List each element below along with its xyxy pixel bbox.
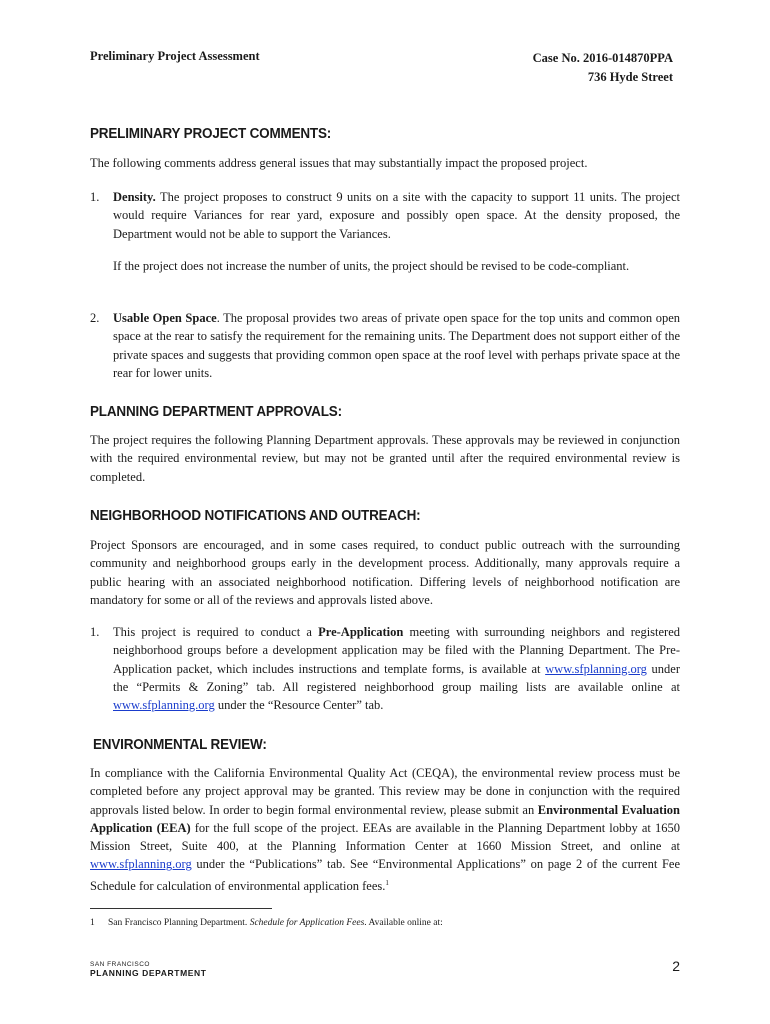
planning-department-logo (90, 962, 207, 977)
item-text-part: This project is required to conduct a (113, 625, 319, 639)
body-text-part: for the full scope of the project. EEAs are available in the Planning Department lobby at 1650 Mission Street, Suite 400, at the Planning Information Center at 1660 Mission Street, and online at (90, 820, 680, 854)
comments-intro-block (90, 154, 680, 172)
item-text-part: under the “Resource Center” tab. (214, 698, 384, 713)
environmental-body-block (90, 764, 680, 895)
list-item-text (113, 188, 680, 243)
list-number: 1. (90, 190, 100, 204)
sfplanning-link[interactable]: www.sfplanning.org (113, 698, 215, 713)
footnote-divider (90, 908, 272, 909)
body-text-part: In compliance with the California Environmental Quality Act (CEQA), the environmental review process must be completed before any project approval may be granted. This review may be done in conjunction with the required approvals listed below. In order to begin formal environmental review, please submit an (90, 766, 680, 817)
sfplanning-link[interactable]: www.sfplanning.org (90, 857, 192, 872)
list-item-text (113, 309, 680, 382)
footnote-ref[interactable]: 1 (385, 878, 389, 887)
footnote-text-part: . Available online at: (364, 918, 443, 928)
eea-bold-label: Environmental Evaluation Application (EEA) (90, 802, 680, 835)
item-bold-label: Usable Open Space (113, 311, 217, 325)
logo-line-1: SAN FRANCISCO (90, 961, 150, 968)
list-item-open-space (90, 309, 680, 382)
section-heading-approvals: PLANNING DEPARTMENT APPROVALS: (90, 404, 342, 420)
list-number: 2. (90, 311, 100, 325)
item-bold-label: Pre-Application (318, 625, 404, 639)
section-heading-comments: PRELIMINARY PROJECT COMMENTS: (90, 126, 332, 142)
item-body-text: . The proposal provides two areas of private open space for the top units and common open space at the rear to satisfy the requirement for the remaining units. The Department does not support either of the private spaces and suggests that providing common open space at the roof level with perhaps private space at the rear for lower units. (113, 311, 681, 380)
item-second-paragraph: If the project does not increase the number of units, the project should be revised to be code-compliant. (113, 258, 630, 273)
footnote (90, 918, 443, 928)
footnote-number: 1 (90, 918, 95, 928)
list-item-text (113, 623, 680, 714)
body-text-part: under the “Publications” tab. See “Environmental Applications” on page 2 of the current Fee Schedule for calculation of environmental application fees. (90, 857, 680, 893)
footnote-text-part: San Francisco Planning Department. (108, 918, 250, 928)
item-bold-label: Density. (113, 190, 156, 204)
list-item-density (90, 188, 680, 275)
section-heading-environmental: ENVIRONMENTAL REVIEW: (93, 737, 267, 753)
environmental-section (93, 737, 683, 753)
running-header-case (533, 49, 673, 87)
list-item-pre-application (90, 623, 680, 714)
project-address: 736 Hyde Street (587, 70, 673, 84)
item-body-text: The project proposes to construct 9 units on a site with the capacity to support 11 units. The project would require Variances for rear yard, exposure and possibly open space. At the density proposed, the Department would not be able to support the Variances. (113, 190, 680, 241)
item-text-part: under the “Permits & Zoning” tab. All registered neighborhood group mailing lists are available online at (113, 661, 680, 694)
running-header-title: Preliminary Project Assessment (90, 49, 260, 63)
logo-line-2: PLANNING DEPARTMENT (90, 967, 207, 978)
page-number: 2 (672, 958, 680, 974)
item-text-part: meeting with surrounding neighbors and registered neighborhood groups before a development application may be filed with the Planning Department. The Pre-Application packet, which includes instructions and template forms, is available at (113, 625, 681, 676)
comments-intro: The following comments address general issues that may substantially impact the proposed project. (90, 156, 588, 170)
comments-section (90, 126, 680, 142)
notifications-body: Project Sponsors are encouraged, and in some cases required, to conduct public outreach with the surrounding community and neighborhood groups early in the development process. Additionally, many approvals require a public hearing with an associated neighborhood notification. Differing levels of neighborhood notification are mandatory for some or all of the reviews and approvals listed above. (90, 538, 680, 607)
notifications-body-block (90, 536, 680, 609)
case-number: Case No. 2016-014870PPA (532, 51, 673, 65)
footnote-text (108, 918, 443, 928)
notifications-section (90, 508, 680, 524)
approvals-body-block (90, 431, 680, 486)
section-heading-notifications: NEIGHBORHOOD NOTIFICATIONS AND OUTREACH: (90, 508, 421, 524)
list-number: 1. (90, 625, 100, 639)
footnote-italic-title: Schedule for Application Fees (249, 918, 365, 928)
approvals-body: The project requires the following Planning Department approvals. These approvals may be reviewed in conjunction with the required environmental review, but may not be granted until after the required environmental review is completed. (90, 433, 680, 484)
environmental-body (90, 764, 680, 895)
approvals-section (90, 404, 680, 420)
sfplanning-link[interactable]: www.sfplanning.org (545, 661, 647, 676)
